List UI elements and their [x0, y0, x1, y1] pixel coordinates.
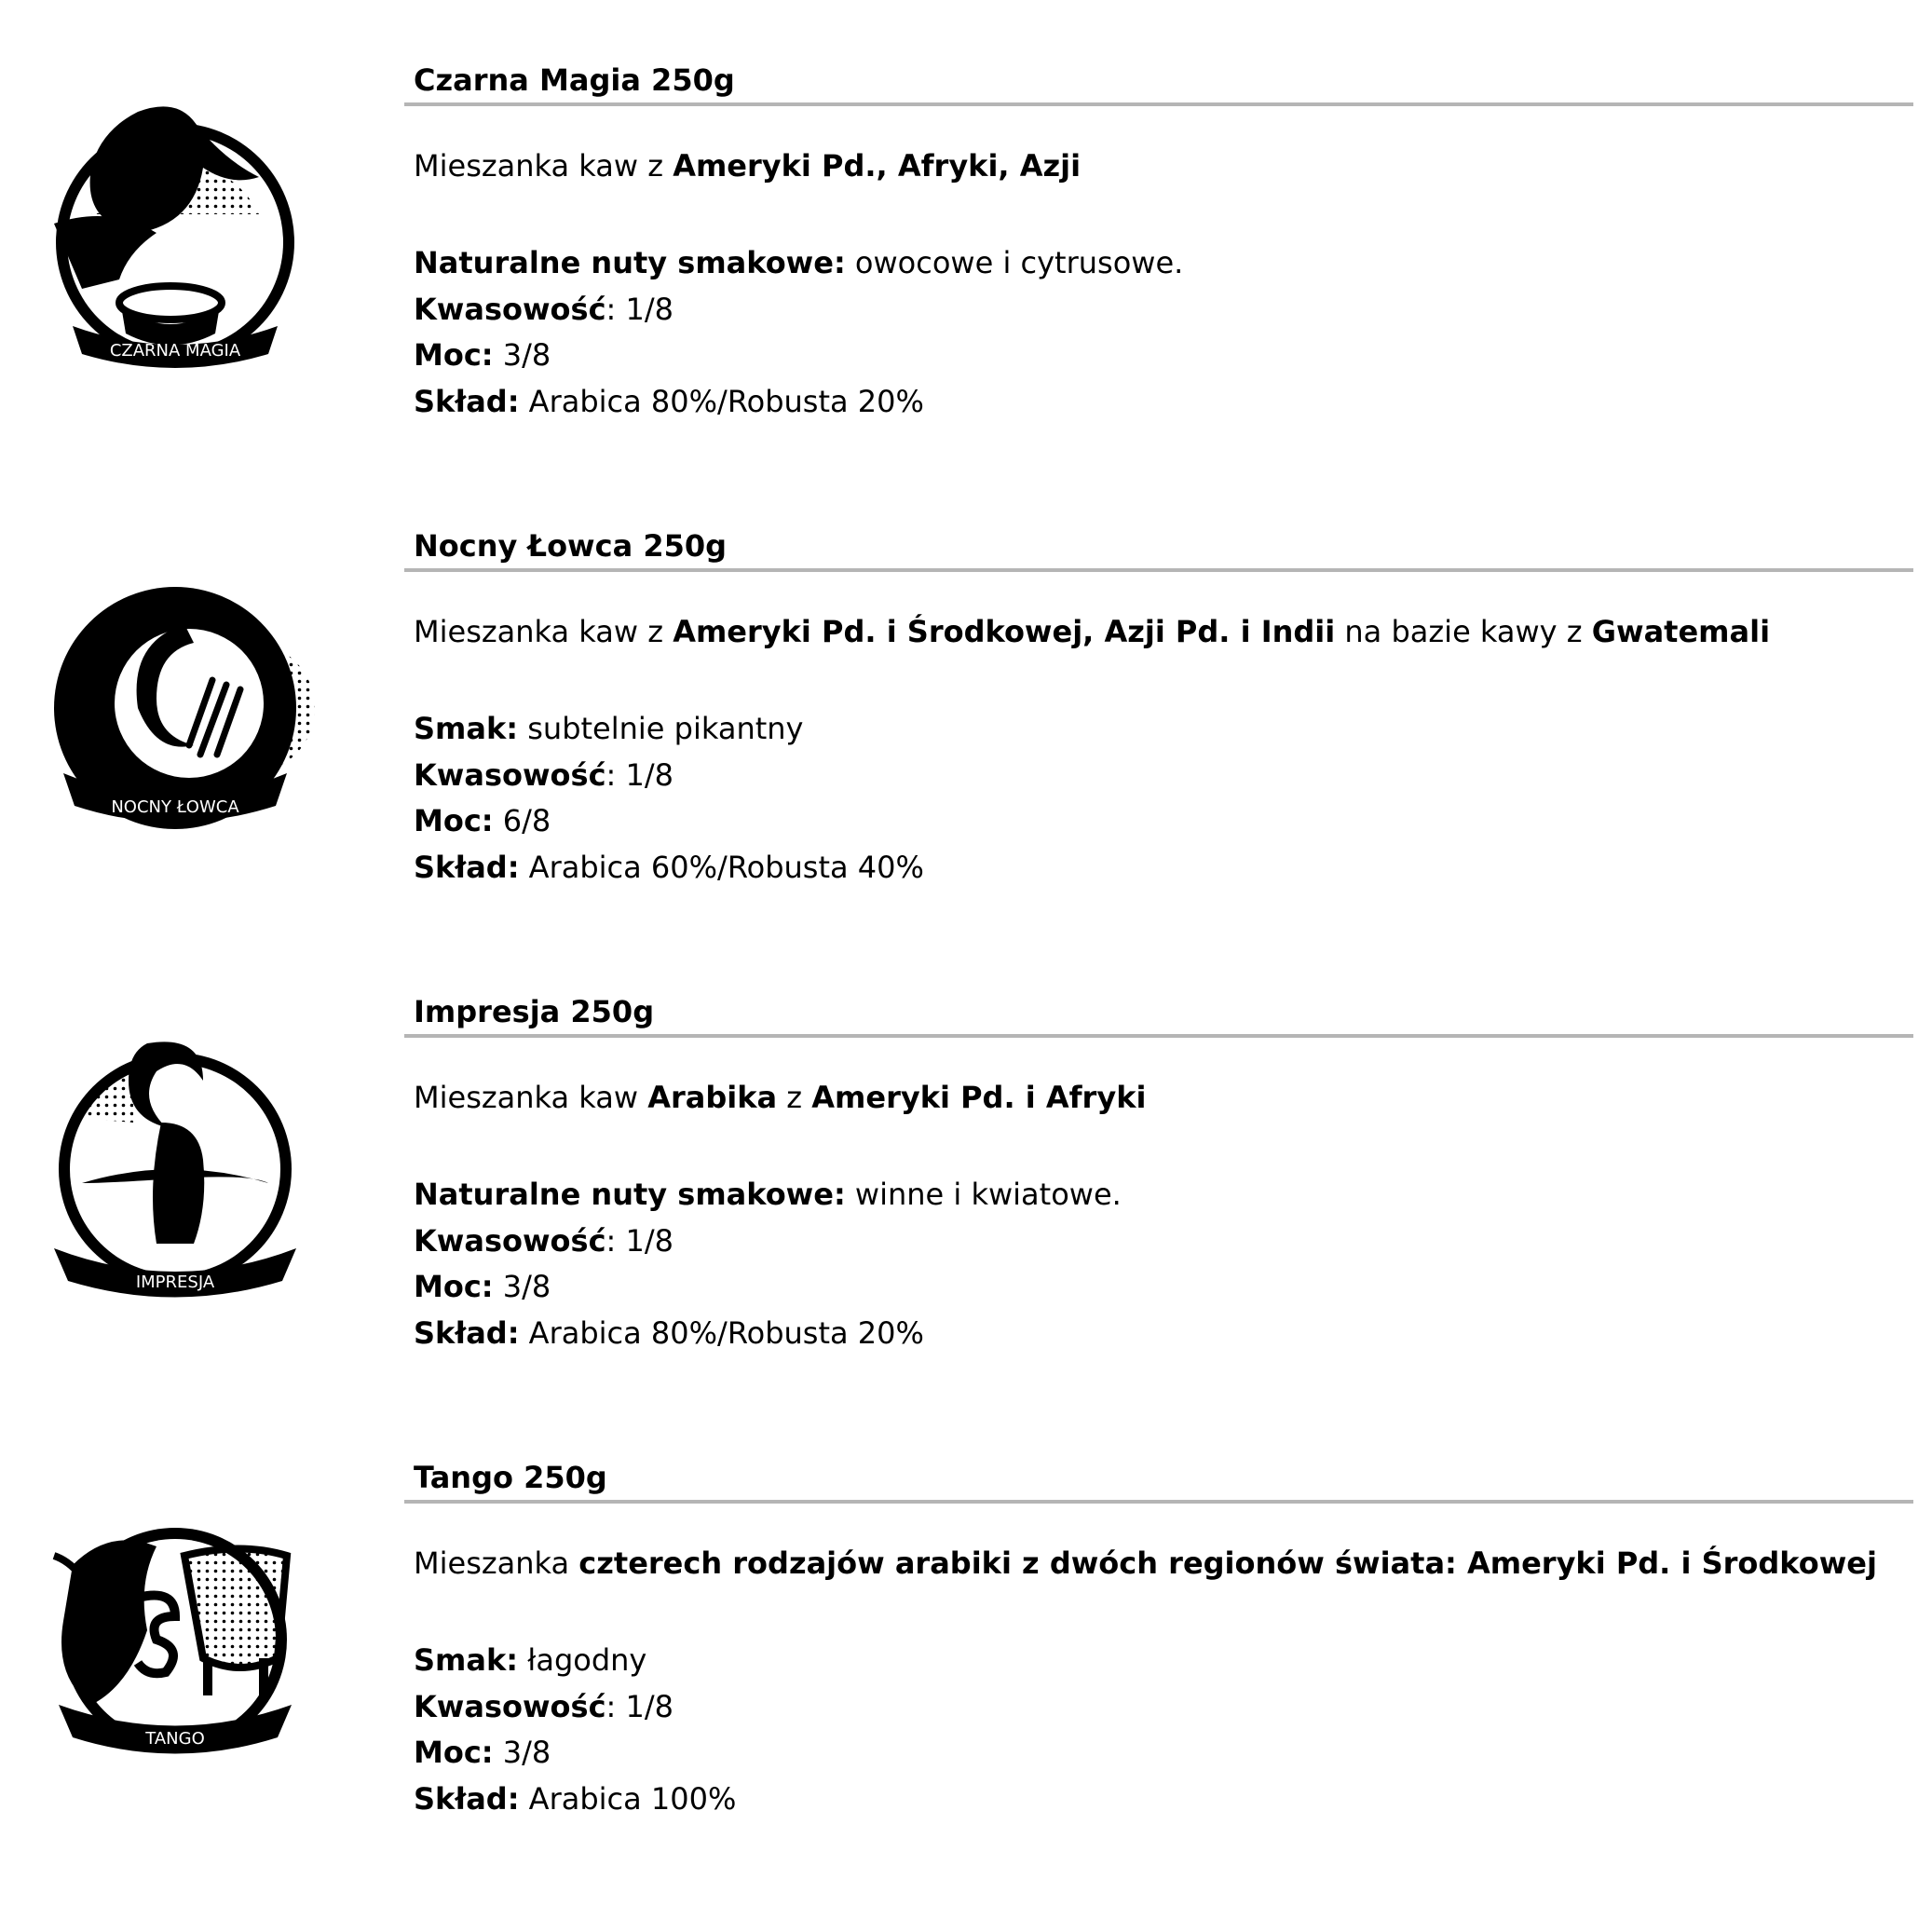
panther-icon — [35, 568, 315, 848]
prop-label: Kwasowość — [414, 756, 606, 793]
logo-banner-text: IMPRESJA — [135, 1273, 215, 1292]
product-title: Nocny Łowca 250g — [414, 528, 728, 564]
czarna-magia-logo — [35, 93, 315, 373]
prop-composition — [414, 379, 1913, 426]
desc-part-bold: czterech rodzajów arabiki z dwóch regionów świata: Ameryki Pd. i Środkowej — [578, 1545, 1877, 1581]
prop-label: Moc: — [414, 1269, 494, 1304]
product-tango — [0, 1459, 1932, 1906]
prop-taste — [414, 706, 1913, 753]
logo-banner-text: NOCNY ŁOWCA — [111, 797, 239, 817]
product-info — [412, 527, 1913, 891]
desc-part-bold: Arabika — [647, 1080, 778, 1115]
prop-label: Naturalne nuty smakowe: — [414, 1177, 846, 1212]
prop-composition — [414, 1777, 1913, 1823]
product-properties — [412, 1172, 1913, 1356]
prop-notes — [414, 1172, 1913, 1218]
dancer-glass-icon — [35, 1500, 315, 1779]
product-impresja — [0, 993, 1932, 1440]
impresja-logo — [35, 1034, 315, 1314]
prop-value: 1/8 — [625, 756, 673, 793]
logo-banner-text: TANGO — [145, 1729, 205, 1749]
prop-label: Naturalne nuty smakowe: — [414, 245, 846, 280]
prop-label: Skład: — [414, 1314, 520, 1351]
prop-value: łagodny — [527, 1642, 647, 1678]
title-divider — [404, 1500, 1913, 1504]
prop-acidity: Kwasowość: 1/8 — [414, 1222, 673, 1259]
prop-acidity: Kwasowość: 1/8 — [414, 756, 673, 793]
prop-value: Arabica 60%/Robusta 40% — [528, 849, 924, 885]
prop-notes — [414, 240, 1913, 287]
prop-value: winne i kwiatowe. — [854, 1177, 1122, 1212]
product-info — [412, 1459, 1913, 1822]
prop-value: owocowe i cytrusowe. — [854, 245, 1184, 280]
desc-part-bold: Ameryki Pd. i Afryki — [811, 1080, 1147, 1115]
witch-cauldron-icon — [35, 93, 315, 373]
prop-composition — [414, 1311, 1913, 1357]
prop-label: Moc: — [414, 337, 494, 373]
prop-label: Skład: — [414, 1780, 520, 1817]
desc-part-bold: Gwatemali — [1591, 614, 1771, 649]
prop-label: Kwasowość — [414, 1688, 606, 1724]
prop-taste — [414, 1638, 1913, 1684]
prop-label: Smak: — [414, 711, 519, 746]
tango-logo — [35, 1500, 315, 1779]
title-divider — [404, 1034, 1913, 1038]
prop-label: Kwasowość — [414, 1222, 606, 1259]
prop-label: Kwasowość — [414, 291, 606, 327]
prop-value: 3/8 — [502, 1735, 551, 1770]
prop-composition — [414, 845, 1913, 892]
prop-label: Skład: — [414, 383, 520, 419]
product-info — [412, 61, 1913, 425]
desc-part-bold: Ameryki Pd., Afryki, Azji — [673, 148, 1082, 184]
prop-strength — [414, 333, 1913, 379]
product-nocny-lowca — [0, 527, 1932, 974]
prop-value: Arabica 80%/Robusta 20% — [528, 383, 924, 419]
prop-acidity: Kwasowość: 1/8 — [414, 1688, 673, 1724]
prop-value: 6/8 — [502, 803, 551, 838]
product-properties — [412, 240, 1913, 425]
prop-strength — [414, 798, 1913, 845]
logo-banner-text: CZARNA MAGIA — [109, 341, 241, 361]
product-description — [412, 1079, 1913, 1116]
woman-silhouette-icon — [35, 1034, 315, 1314]
prop-label: Skład: — [414, 849, 520, 885]
prop-value: 1/8 — [625, 1688, 673, 1724]
product-title: Impresja 250g — [414, 994, 655, 1029]
product-description — [412, 1545, 1913, 1582]
prop-value: 1/8 — [625, 291, 673, 327]
product-properties — [412, 1638, 1913, 1822]
prop-value: subtelnie pikantny — [527, 711, 804, 746]
prop-label: Moc: — [414, 803, 494, 838]
desc-part: Mieszanka — [414, 1545, 579, 1581]
product-description — [412, 613, 1913, 650]
product-info — [412, 993, 1913, 1356]
title-divider — [404, 102, 1913, 106]
product-title: Tango 250g — [414, 1460, 607, 1495]
product-properties — [412, 706, 1913, 891]
prop-label: Smak: — [414, 1642, 519, 1678]
prop-value: Arabica 100% — [528, 1780, 737, 1817]
prop-value: Arabica 80%/Robusta 20% — [528, 1314, 924, 1351]
prop-value: 1/8 — [625, 1222, 673, 1259]
product-title: Czarna Magia 250g — [414, 62, 735, 98]
desc-part: na bazie kawy z — [1335, 614, 1592, 649]
prop-label: Moc: — [414, 1735, 494, 1770]
nocny-lowca-logo — [35, 568, 315, 848]
title-divider — [404, 568, 1913, 572]
desc-part-bold: Ameryki Pd. i Środkowej, Azji Pd. i Indii — [673, 614, 1336, 649]
prop-strength — [414, 1264, 1913, 1311]
prop-value: 3/8 — [502, 337, 551, 373]
prop-acidity: Kwasowość: 1/8 — [414, 291, 673, 327]
prop-strength — [414, 1730, 1913, 1777]
desc-part: Mieszanka kaw — [414, 1080, 648, 1115]
desc-part: Mieszanka kaw z — [414, 148, 673, 184]
desc-part: Mieszanka kaw z — [414, 614, 673, 649]
product-czarna-magia — [0, 61, 1932, 509]
prop-value: 3/8 — [502, 1269, 551, 1304]
desc-part: z — [777, 1080, 812, 1115]
product-description — [412, 147, 1913, 184]
